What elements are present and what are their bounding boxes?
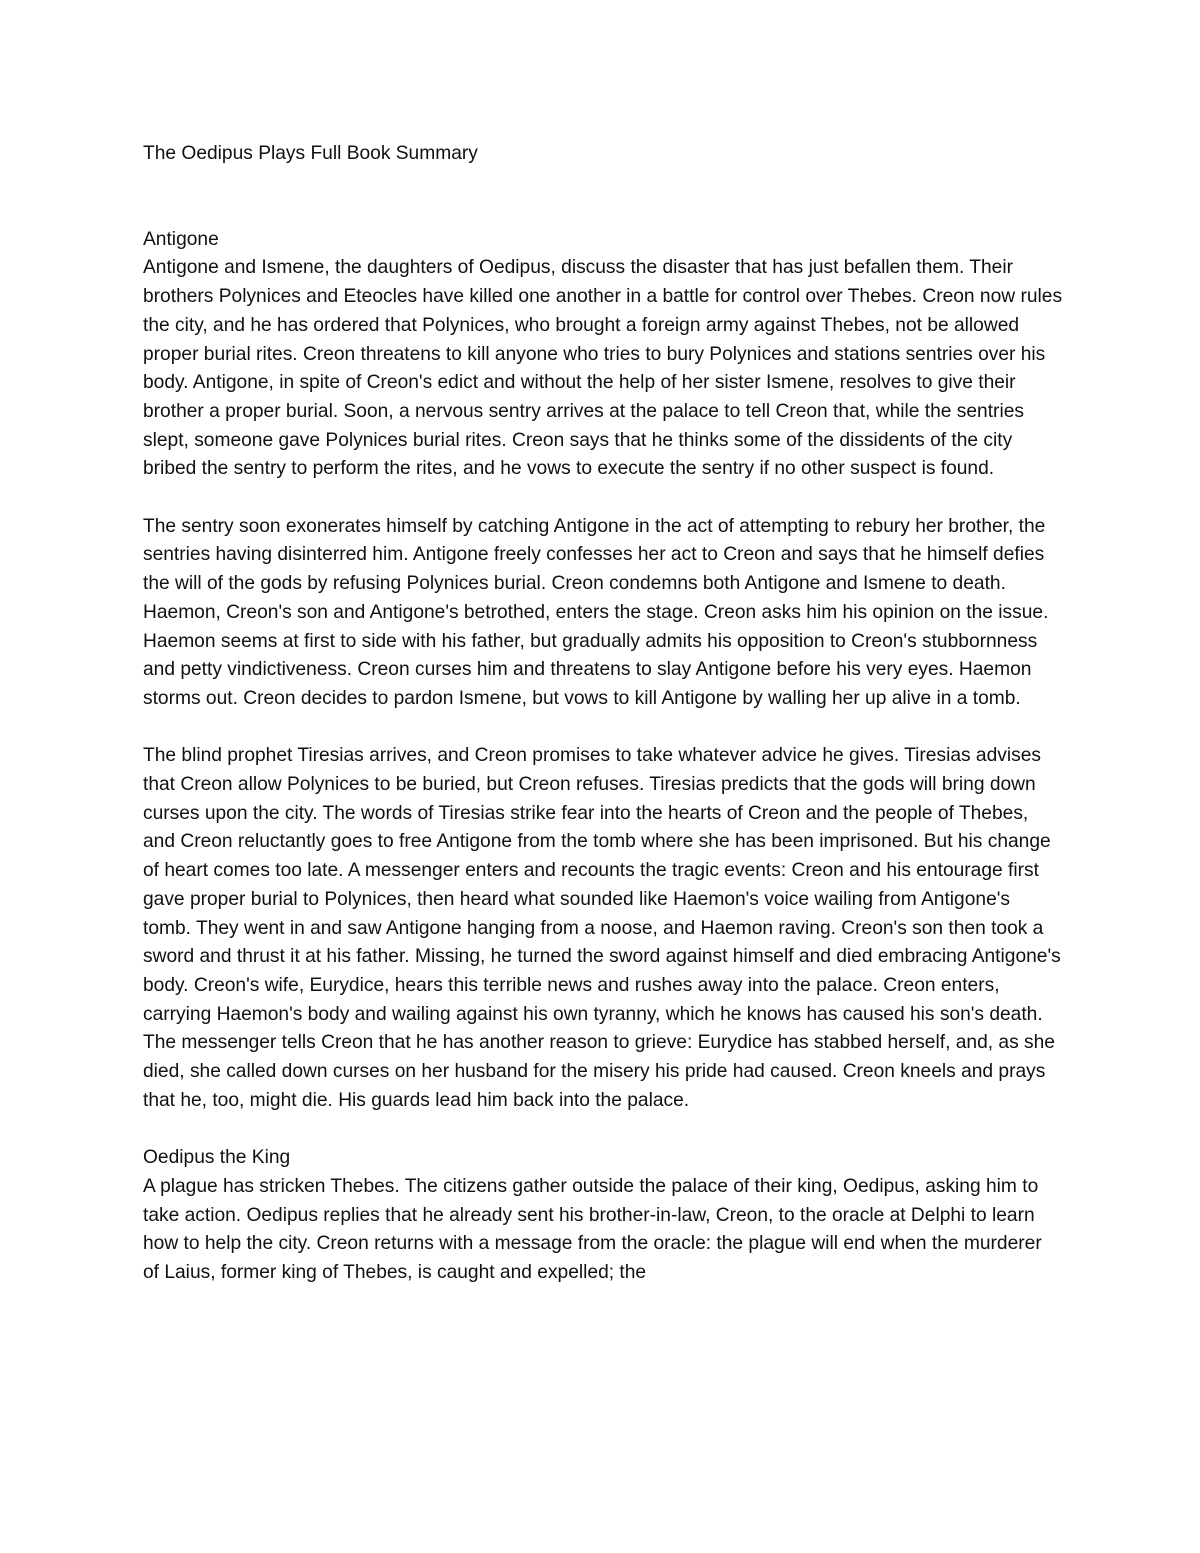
document-title: The Oedipus Plays Full Book Summary	[143, 143, 478, 164]
paragraph: Antigone and Ismene, the daughters of Oedipus, discuss the disaster that has just befallen them. Their brothers Polynices and Eteocles have killed one another in a battle for control over Thebes. Creon now rules the city, and he has ordered that Polynices, who brought a foreign army against Thebes, not be allowed proper burial rites. Creon threatens to kill anyone who tries to bury Polynices and stations sentries over his body. Antigone, in spite of Creon's edict and without the help of her sister Ismene, resolves to give their brother a proper burial. Soon, a nervous sentry arrives at the palace to tell Creon that, while the sentries slept, someone gave Polynices burial rites. Creon says that he thinks some of the dissidents of the city bribed the sentry to perform the rites, and he vows to execute the sentry if no other suspect is found.	[143, 257, 1063, 480]
paragraph: A plague has stricken Thebes. The citizens gather outside the palace of their king, Oedipus, asking him to take action. Oedipus replies that he already sent his brother-in-law, Creon, to the oracle at Delphi to learn how to help the city. Creon returns with a message from the oracle: the plague will end when the murderer of Laius, former king of Thebes, is caught and expelled; the	[143, 1175, 1042, 1283]
section-heading-antigone: Antigone	[143, 228, 219, 250]
paragraph: The blind prophet Tiresias arrives, and Creon promises to take whatever advice he gives. Tiresias advises that Creon allow Polynices to be buried, but Creon refuses. Tiresias predicts that the gods will bring down curses upon the city. The words of Tiresias strike fear into the hearts of Creon and the people of Thebes, and Creon reluctantly goes to free Antigone from the tomb where she has been imprisoned. But his change of heart comes too late. A messenger enters and recounts the tragic events: Creon and his entourage first gave proper burial to Polynices, then heard what sounded like Haemon's voice wailing from Antigone's tomb. They went in and saw Antigone hanging from a noose, and Haemon raving. Creon's son then took a sword and thrust it at his father. Missing, he turned the sword against himself and died embracing Antigone's body. Creon's wife, Eurydice, hears this terrible news and rushes away into the palace. Creon enters, carrying Haemon's body and wailing against his own tyranny, which he knows has caused his son's death. The messenger tells Creon that he has another reason to grieve: Eurydice has stabbed herself, and, as she died, she called down curses on her husband for the misery his pride had caused. Creon kneels and prays that he, too, might die. His guards lead him back into the palace.	[143, 745, 1061, 1111]
paragraph-gap	[143, 484, 1063, 513]
section-heading-oedipus-the-king: Oedipus the King	[143, 1147, 291, 1169]
paragraph: The sentry soon exonerates himself by catching Antigone in the act of attempting to rebury her brother, the sentries having disinterred him. Antigone freely confesses her act to Creon and says that he himself defies the will of the gods by refusing Polynices burial. Creon condemns both Antigone and Ismene to death. Haemon, Creon's son and Antigone's betrothed, enters the stage. Creon asks him his opinion on the issue. Haemon seems at first to side with his father, but gradually admits his opposition to Creon's stubbornness and petty vindictiveness. Creon curses him and threatens to slay Antigone before his very eyes. Haemon storms out. Creon decides to pardon Ismene, but vows to kill Antigone by walling her up alive in a tomb.	[143, 515, 1049, 709]
document-page	[143, 140, 1063, 1288]
paragraph-gap	[143, 714, 1063, 743]
paragraph-gap	[143, 1115, 1063, 1144]
title-spacer	[143, 169, 1063, 226]
